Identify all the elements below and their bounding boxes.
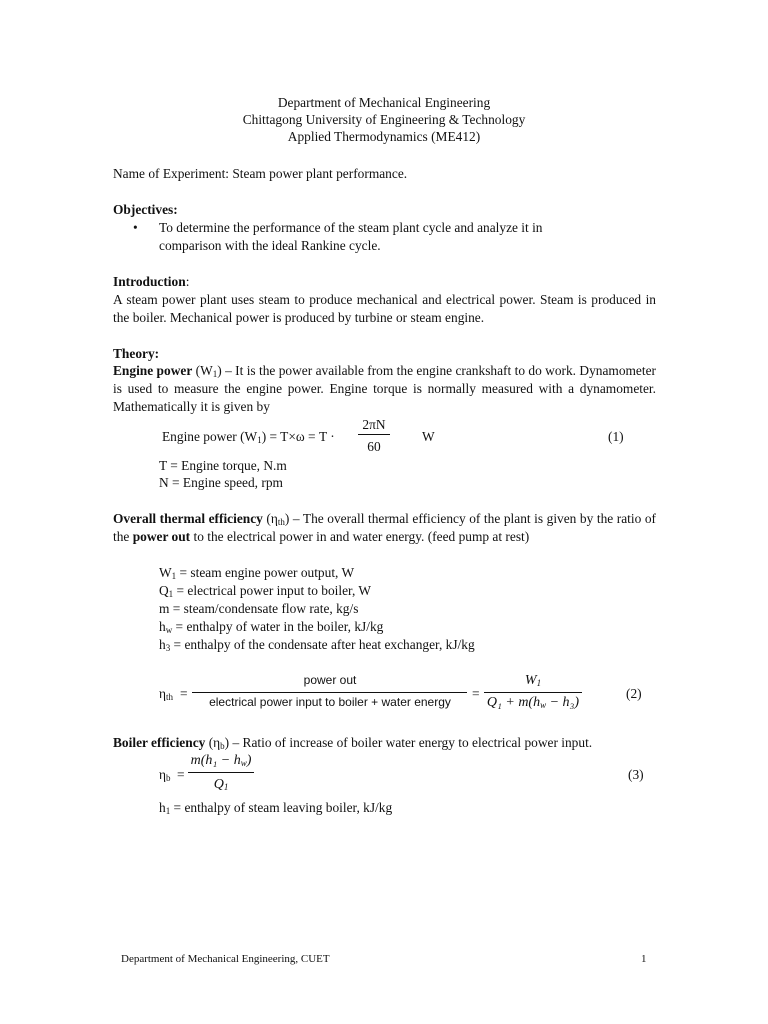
objective-line-2: comparison with the ideal Rankine cycle. — [159, 238, 381, 253]
variable-hw: $h_w$ = enthalpy of water in the boiler, kJ/kg — [159, 619, 384, 635]
equation-1-unit: W — [422, 429, 435, 444]
variable-w1: $W_1$ = steam engine power output, W — [159, 565, 355, 581]
variable-q1: $Q_1$ = electrical power input to boiler, W — [159, 583, 372, 599]
header-course: Applied Thermodynamics (ME412) — [287, 129, 481, 144]
objectives-heading: Objectives: — [113, 202, 178, 217]
equation-3-denominator: $Q_1$ — [213, 777, 229, 792]
equation-1-denominator: 60 — [367, 439, 381, 454]
theory-heading: Theory: — [113, 346, 160, 361]
variable-torque: T = Engine torque, N.m — [159, 458, 287, 473]
equation-1-numerator: 2πN — [362, 417, 386, 432]
equation-2-fraction-bar-2 — [484, 692, 582, 693]
objective-line-1: To determine the performance of the steam plant cycle and analyze it in — [159, 220, 543, 235]
engine-power-paragraph: Engine power $(W_1)$ – It is the power available from the engine crankshaft to do work. Dynamometer is used to measure the engine power. Engine torque is normally measured with a dynamometer. Mathematically it is given by — [113, 363, 656, 414]
equation-2-fraction-bar-1 — [192, 692, 467, 693]
page-number: 1 — [641, 953, 647, 965]
bullet-icon: • — [133, 220, 138, 235]
equation-3-lhs: $\eta_b$ — [159, 767, 171, 783]
introduction-heading: Introduction: — [113, 274, 190, 289]
equation-3-number: (3) — [628, 767, 644, 782]
equation-2-number: (2) — [626, 686, 642, 701]
equation-1-number: (1) — [608, 429, 624, 444]
equation-2-numerator-1: power out — [303, 673, 357, 687]
header-department: Department of Mechanical Engineering — [277, 95, 491, 110]
variable-m: m = steam/condensate flow rate, kg/s — [159, 601, 359, 616]
equation-1-lhs: Engine power $(W_1) = T\times\omega = T$ · — [162, 429, 335, 445]
equation-3-numerator: $m(h_1 - h_w)$ — [190, 753, 252, 768]
overall-efficiency-paragraph: Overall thermal efficiency $(\eta_{th})$ – The overall thermal efficiency of the plant is given by the ratio of the power out to the electrical power in and water energy. (feed pump at rest) — [113, 511, 656, 544]
boiler-efficiency-paragraph: Boiler efficiency $(\eta_b)$ – Ratio of increase of boiler water energy to electrical power input. — [113, 735, 593, 751]
equation-2-equals-2: = — [472, 686, 480, 701]
equation-3-equals: = — [177, 767, 185, 782]
experiment-name: Name of Experiment: Steam power plant performance. — [113, 166, 408, 181]
equation-1-fraction-bar — [358, 434, 390, 435]
header-university: Chittagong University of Engineering & Technology — [242, 112, 526, 127]
introduction-text: A steam power plant uses steam to produce mechanical and electrical power. Steam is produced in the boiler. Mechanical power is produced by turbine or steam engine. — [113, 292, 656, 325]
variable-speed: N = Engine speed, rpm — [159, 475, 283, 490]
equation-3-fraction-bar — [188, 772, 254, 773]
variable-h3: $h_3$ = enthalpy of the condensate after heat exchanger, kJ/kg — [159, 637, 475, 653]
equation-2-numerator-2: $W_1$ — [524, 673, 542, 688]
equation-2-denominator-1: electrical power input to boiler + water energy — [209, 695, 451, 709]
footer-department: Department of Mechanical Engineering, CUET — [121, 953, 330, 965]
equation-2-equals-1: = — [180, 686, 188, 701]
variable-h1: $h_1$ = enthalpy of steam leaving boiler, kJ/kg — [159, 800, 393, 816]
equation-2-denominator-2: $Q_1 + m(h_w - h_3)$ — [486, 695, 580, 710]
equation-2-lhs: $\eta_{th}$ — [159, 686, 174, 702]
